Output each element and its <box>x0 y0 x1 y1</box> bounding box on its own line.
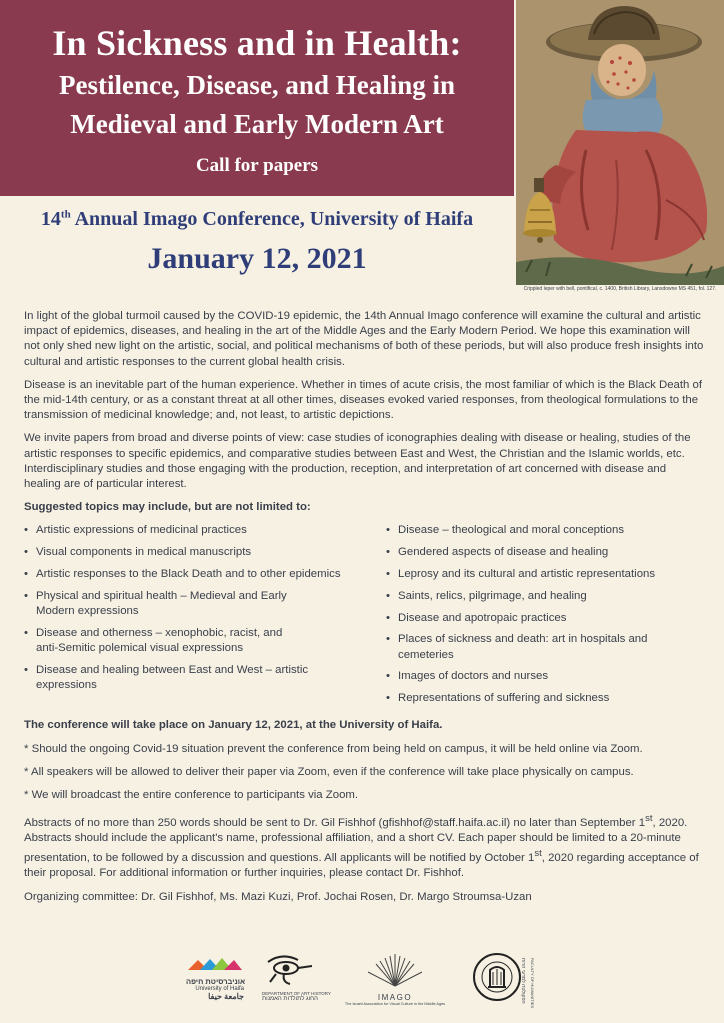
haifa-english: University of Haifa <box>195 986 244 992</box>
topic-text: Disease – theological and moral conceptions <box>398 524 625 537</box>
topic-text: Visual components in medical manuscripts <box>36 546 252 559</box>
topic-text: Disease and apotropaic practices <box>398 611 567 624</box>
imago-association-name: The Israeli Association for Visual Culture in the Middle Ages <box>344 1002 446 1006</box>
bullet-icon: • <box>386 611 390 624</box>
disease-paragraph: Disease is an inevitable part of the human experience. Whether in times of acute crisis, the most familiar of which is the Black Death of the mid-14th century, or as a constant threat at all other times, diseases evoked varied responses, from theological formulations to the transmission of medicinal knowledge; and, not least, to artistic depictions. <box>24 378 703 422</box>
topic-item <box>386 632 706 662</box>
topics-left-column <box>24 523 364 699</box>
eye-of-horus-icon <box>262 952 318 986</box>
topic-item <box>386 545 706 560</box>
haifa-colored-roof-icon <box>186 956 244 972</box>
topic-item <box>386 589 706 604</box>
abstract-part-2: , 2020. Abstracts should include the applicant's name, professional affiliation, and a short CV. Each paper should be limited to a 20-minute presentation, to be followed by a discussion and questions. All applicants will be notified by October 1 <box>24 817 688 865</box>
topic-text: Representations of suffering and sickness <box>398 692 610 705</box>
humanities-hebrew: הפקולטה למדעי הרוח <box>520 958 526 1004</box>
title-line-2: Pestilence, Disease, and Healing in <box>59 70 455 100</box>
faculty-of-humanities-logo <box>472 952 544 1009</box>
topic-text: Leprosy and its cultural and artistic representations <box>398 568 656 581</box>
bullet-icon: • <box>24 589 28 602</box>
bullet-icon: • <box>386 670 390 683</box>
conference-name <box>0 208 514 231</box>
bullet-icon: • <box>386 568 390 581</box>
intro-paragraph: In light of the global turmoil caused by the COVID-19 epidemic, the 14th Annual Imago conference will examine the cultural and artistic impact of epidemics, diseases, and healing in the art of the Middle Ages and the Early Modern Period. We hope this examination will not only shed new light on the artistic, social, and political mechanisms of both of these periods, but will also produce fresh insights into cultural and artistic responses to the current global health crisis. <box>24 310 704 368</box>
bullet-icon: • <box>24 546 28 559</box>
bullet-icon: • <box>24 663 28 676</box>
topics-right-column <box>386 523 706 713</box>
topic-item <box>24 523 364 538</box>
art-history-english: DEPARTMENT OF ART HISTORY <box>262 991 331 996</box>
zoom-note-1: * Should the ongoing Covid-19 situation prevent the conference from being held on campus, it will be held online via Zoom. <box>24 742 643 755</box>
imago-wordmark: IMAGO <box>377 993 413 1002</box>
venue-statement: The conference will take place on January 12, 2021, at the University of Haifa. <box>24 719 443 732</box>
topic-text: Artistic expressions of medicinal practices <box>36 524 247 537</box>
topic-text: Gendered aspects of disease and healing <box>398 546 609 559</box>
conference-ordinal-number: 14 <box>40 208 61 230</box>
abstract-instructions <box>24 811 704 881</box>
abstract-part-3: , 2020 regarding acceptance of their proposal. For additional information or further inquiries, please contact Dr. Fishhof. <box>24 852 699 880</box>
topic-item <box>24 589 324 619</box>
abstract-part-1: Abstracts of no more than 250 words should be sent to Dr. Gil Fishhof (gfishhof@staff.haifa.ac.il) no later than September 1 <box>24 817 646 830</box>
topic-text: Physical and spiritual health – Medieval and Early Modern expressions <box>36 589 287 618</box>
zoom-note-2: * All speakers will be allowed to deliver their paper via Zoom, even if the conference will take place physically on campus. <box>24 765 634 778</box>
haifa-arabic: جامعة حيفا <box>208 992 244 1001</box>
topic-text: Artistic responses to the Black Death and to other epidemics <box>36 568 341 581</box>
image-caption: Crippled leper with bell, pontifical, c. 1400, British Library, Lansdowne MS 451, fol. 127. <box>523 286 717 292</box>
bullet-icon: • <box>386 524 390 537</box>
humanities-english: FACULTY OF HUMANITIES <box>530 958 535 1009</box>
topic-item <box>386 691 706 706</box>
organizing-committee: Organizing committee: Dr. Gil Fishhof, Ms. Mazi Kuzi, Prof. Jochai Rosen, Dr. Margo Stroumsa-Uzan <box>24 890 532 903</box>
sponsor-logos <box>0 950 724 1010</box>
leper-with-bell-illustration <box>516 0 724 285</box>
abstract-sup-1: st <box>645 813 653 825</box>
topic-item <box>24 567 364 582</box>
topics-list <box>24 523 704 708</box>
topic-item <box>24 545 364 560</box>
imago-flame-icon <box>360 950 430 988</box>
topic-item <box>24 663 314 693</box>
topic-text: Saints, relics, pilgrimage, and healing <box>398 589 587 602</box>
topic-item <box>386 523 706 538</box>
title-line-3: Medieval and Early Modern Art <box>70 109 444 139</box>
topic-item <box>386 611 706 626</box>
invitation-paragraph: We invite papers from broad and diverse points of view: case studies of iconographies dealing with disease or healing, studies of the artistic responses to specific epidemics, and comparative studies between East and West, the Christian and the Islamic worlds, etc. Interdisciplinary studies and those engaging with the production, reception, and interpretation of art concerned with disease and healing are of particular interest. <box>24 432 691 491</box>
haifa-hebrew: אוניברסיטת חיפה <box>186 977 246 986</box>
zoom-note-3: * We will broadcast the entire conference to participants via Zoom. <box>24 789 359 802</box>
conference-date: January 12, 2021 <box>147 242 367 275</box>
university-of-haifa-logo <box>186 956 244 1001</box>
bullet-icon: • <box>24 626 28 639</box>
art-history-hebrew: החוג לתולדות האמנות <box>262 996 318 1002</box>
title-banner <box>0 0 514 196</box>
topic-text: Images of doctors and nurses <box>398 670 549 683</box>
conference-ordinal-suffix: th <box>60 208 71 221</box>
topic-item <box>24 626 286 656</box>
title-line-1: In Sickness and in Health: <box>52 23 462 63</box>
bullet-icon: • <box>24 524 28 537</box>
call-for-papers: Call for papers <box>195 155 319 176</box>
humanities-seal-icon <box>472 952 522 1002</box>
abstract-sup-2: st <box>534 848 542 860</box>
topic-item <box>386 567 706 582</box>
topic-text: Places of sickness and death: art in hospitals and cemeteries <box>398 633 648 661</box>
imago-association-logo <box>340 950 450 1006</box>
bullet-icon: • <box>386 546 390 559</box>
body-text <box>24 309 704 913</box>
topic-text: Disease and otherness – xenophobic, racist, and anti-Semitic polemical visual expressions <box>36 626 283 655</box>
topic-item <box>386 669 706 684</box>
bullet-icon: • <box>24 568 28 581</box>
bullet-icon: • <box>386 589 390 602</box>
topics-heading: Suggested topics may include, but are not limited to: <box>24 501 311 514</box>
topic-text: Disease and healing between East and West – artistic expressions <box>36 663 309 692</box>
bullet-icon: • <box>386 633 390 646</box>
bullet-icon: • <box>386 692 390 705</box>
art-history-department-logo <box>262 952 331 1002</box>
conference-name-rest: Annual Imago Conference, University of Haifa <box>70 208 474 230</box>
